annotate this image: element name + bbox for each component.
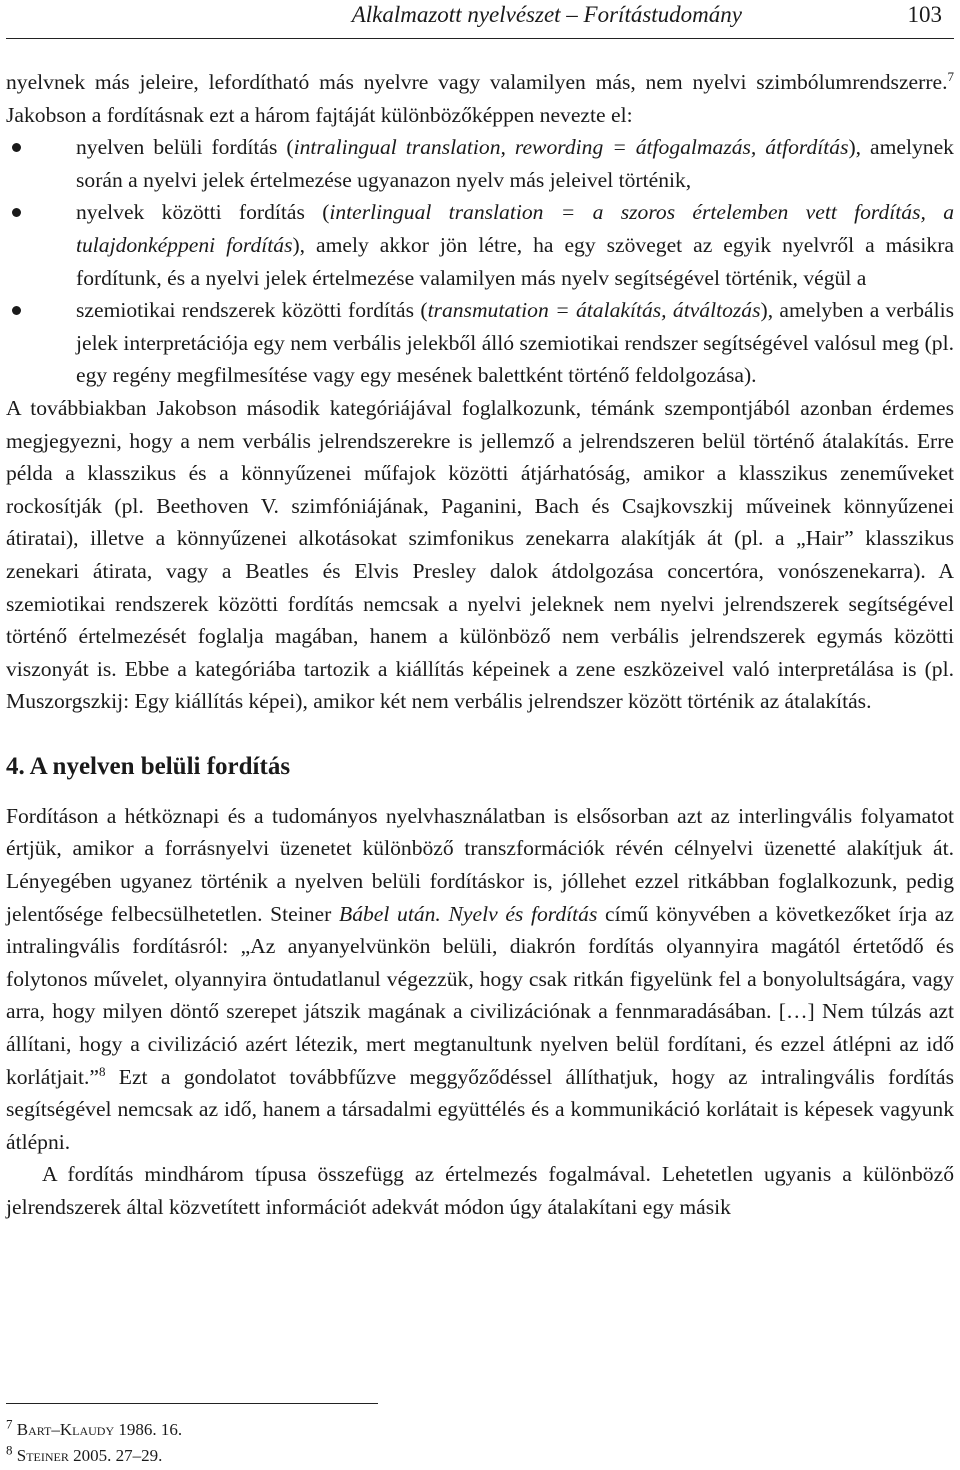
footnote-8 <box>6 1443 182 1469</box>
footnotes <box>6 1417 182 1469</box>
footnote-ref-7[interactable]: 7 <box>947 68 954 84</box>
translation-types-list <box>6 131 954 392</box>
running-title: Alkalmazott nyelvészet – Forítástudomány <box>351 2 742 27</box>
footnote-divider <box>6 1403 378 1404</box>
list-text: ), amelynek során a nyelvi jelek értelmezése ugyanazon nyelv más jeleivel történik, <box>76 135 954 192</box>
list-text: nyelven belüli fordítás ( <box>76 135 294 160</box>
footnote-author: Steiner <box>16 1446 69 1465</box>
para-text: című könyvében a következőket írja az intralingvális fordításról: „Az anyanyelvünkön belüli, diakrón fordítás olyannyira magától értetődő és folytonos művelet, olyannyira öntudatlanul végezzük, hogy csak ritkán figyelünk fel a bonyolultságára, vagy arra, hogy milyen döntő szerepet játszik magának a civilizációnak a fennmaradásában. […] Nem túlzás azt állítani, hogy a civilizáció azért létezik, mert megtanultunk nyelven belül fordítani, és ezzel átlépni az idő korlátjait.” <box>6 901 954 1089</box>
intro-paragraph <box>6 66 954 131</box>
intro-text-cont: Jakobson a fordításnak ezt a három fajtáját különbözőképpen nevezte el: <box>6 102 633 127</box>
footnote-number: 7 <box>6 1416 13 1432</box>
bullet-icon <box>12 143 21 152</box>
list-text: ), amely akkor jön létre, ha egy szöveget az egyik nyelvről a másikra fordítunk, és a nyelvi jelek értelmezése valamilyen más nyelv segítségével történik, végül a <box>76 232 954 290</box>
footnote-7 <box>6 1417 182 1443</box>
section-heading: 4. A nyelven belüli fordítás <box>6 752 291 780</box>
page-number: 103 <box>907 2 942 27</box>
para-text: Ezt a gondolatot továbbfűzve meggyőződéssel állíthatjuk, hogy az intralingvális fordítás segítségével nemcsak az idő, hanem a társadalmi együttélés és a kommunikáció korlátait is képesek vagyunk átlépni. <box>6 1064 954 1154</box>
list-italic: interlingual translation = a szoros értelemben vett fordítás, a tulajdonképpeni fordítás <box>76 200 955 257</box>
footnote-author: Bart–Klaudy <box>16 1420 115 1439</box>
page-body <box>6 66 954 1224</box>
list-item <box>6 294 954 392</box>
running-header <box>6 0 954 39</box>
list-item <box>6 131 954 196</box>
para-text: Fordításon a hétköznapi és a tudományos nyelvhasználatban is elsősorban azt az interlingvális folyamatot értjük, amikor a forrásnyelvi üzenetet különböző transzformációk révén célnyelvi üzenetté alakítjuk át. Lényegében ugyanez történik a nyelven belüli fordításkor is, jóllehet ezzel ritkábban foglalkozunk, pedig jelentősége felbecsülhetetlen. Steiner <box>6 803 954 926</box>
footnote-number: 8 <box>6 1442 13 1458</box>
footnote-ref: 2005. 27–29. <box>68 1446 163 1465</box>
book-title: Bábel után. Nyelv és fordítás <box>339 901 598 926</box>
bullet-icon <box>12 306 21 315</box>
paragraph-interpretation: A fordítás mindhárom típusa összefügg az értelmezés fogalmával. Lehetetlen ugyanis a különböző jelrendszerek által közvetített információt adekvát módon úgy átalakítani egy másik <box>6 1162 954 1219</box>
footnote-ref: 1986. 16. <box>114 1420 183 1439</box>
paragraph-intralingual <box>6 800 954 1159</box>
intro-text: nyelvnek más jeleire, lefordítható más nyelvre vagy valamilyen más, nem nyelvi szimbólumrendszerre. <box>6 70 948 94</box>
bullet-icon <box>12 208 21 217</box>
list-italic: transmutation = átalakítás, átváltozás <box>427 298 761 323</box>
list-item <box>6 196 954 294</box>
footnote-ref-8[interactable]: 8 <box>98 1063 106 1079</box>
list-italic: intralingual translation, rewording = átfogalmazás, átfordítás <box>293 135 849 160</box>
paragraph-jakobson: A továbbiakban Jakobson második kategóriájával foglalkozunk, témánk szempontjából azonban érdemes megjegyezni, hogy a nem verbális jelrendszerekre is jellemző a jelrendszeren belül történő átalakítás. Erre példa a klasszikus és a könnyűzenei műfajok közötti átjárhatóság, amikor a klasszikus zeneműveket rockosítják (pl. Beethoven V. szimfóniájának, Paganini, Bach és Csajkovszkij műveinek könnyűzenei átiratai), illetve a könnyűzenei alkotásokat szimfonikus zenekarra alakítják át (pl. a „Hair” klasszikus zenekari átirata, vagy a Beatles és Elvis Presley dalok átdolgozása concertóra, vonószenekarra). A szemiotikai rendszerek közötti fordítás nemcsak a nyelvi jeleknek nem nyelvi jelrendszerek segítségével történő értelmezését foglalja magában, hanem a különböző nem verbális jelrendszerek egymás közötti viszonyát is. Ebbe a kategóriába tartozik a kiállítás képeinek a zene eszközeivel való interpretálása is (pl. Muszorgszkij: Egy kiállítás képei), amikor két nem verbális jelrendszer között történik az átalakítás. <box>6 395 954 714</box>
list-text: ), amelyben a verbális jelek interpretációja egy nem verbális jelekből álló szemiotikai rendszer segítségével valósul meg (pl. egy regény megfilmesítése vagy egy mesének balettként történő feldolgozása). <box>76 298 954 388</box>
list-text: szemiotikai rendszerek közötti fordítás ( <box>76 298 428 323</box>
list-text: nyelvek közötti fordítás ( <box>76 200 330 225</box>
